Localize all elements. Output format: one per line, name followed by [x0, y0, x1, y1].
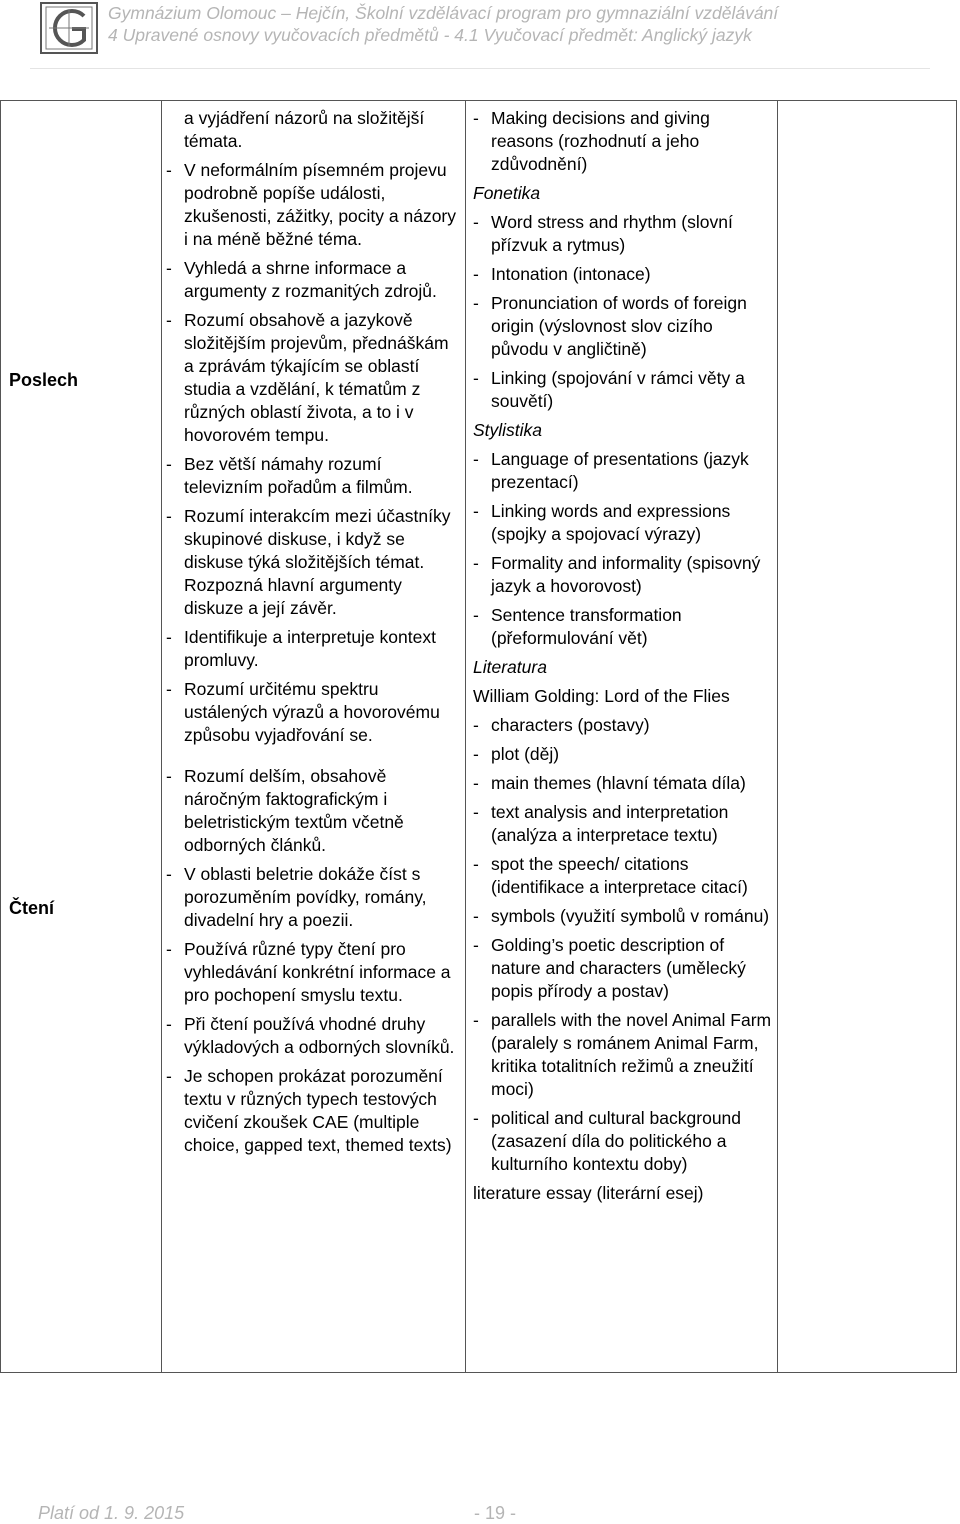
continued-text: a vyjádření názorů na složitější témata. [184, 108, 425, 151]
list-item: - V oblasti beletrie dokáže číst s porozuměním povídky, romány, divadelní hry a poezii. [166, 863, 460, 932]
list-item: - Rozumí interakcím mezi účastníky skupinové diskuse, i když se diskuse týká složitějších témat. Rozpozná hlavní argumenty diskuze a její závěr. [166, 505, 460, 620]
list-item: - Linking words and expressions (spojky a spojovací výrazy) [473, 500, 773, 546]
header-subtitle: 4 Upravené osnovy vyučovacích předmětů - 4.1 Vyučovací předmět: Anglický jazyk [108, 25, 752, 45]
list-item: - spot the speech/ citations (identifikace a interpretace citací) [473, 853, 773, 899]
column-divider [465, 100, 466, 1373]
list-item: - Formality and informality (spisovný jazyk a hovorovost) [473, 552, 773, 598]
book-title: William Golding: Lord of the Flies [473, 686, 730, 706]
list-item: - Identifikuje a interpretuje kontext promluvy. [166, 626, 460, 672]
valid-from: Platí od 1. 9. 2015 [38, 1503, 185, 1523]
list-item: - text analysis and interpretation (analýza a interpretace textu) [473, 801, 773, 847]
list-item: - characters (postavy) [473, 714, 773, 737]
list-item: - parallels with the novel Animal Farm (paralely s románem Animal Farm, kritika totalitních režimů a zneužití moci) [473, 1009, 773, 1101]
list-item: - symbols (využití symbolů v románu) [473, 905, 773, 928]
list-item: - Pronunciation of words of foreign origin (výslovnost slov cizího původu v angličtině) [473, 292, 773, 361]
section-heading-fonetika: Fonetika [473, 183, 541, 203]
list-item: - main themes (hlavní témata díla) [473, 772, 773, 795]
list-item: - plot (děj) [473, 743, 773, 766]
topics-column [473, 107, 773, 1211]
closing-text: literature essay (literární esej) [473, 1183, 704, 1203]
section-heading-stylistika: Stylistika [473, 420, 543, 440]
row-label-poslech: Poslech [9, 370, 79, 390]
school-logo-icon [40, 2, 98, 54]
list-item: - V neformálním písemném projevu podrobně popíše události, zkušenosti, zážitky, pocity a názory i na méně běžné téma. [166, 159, 460, 251]
header-divider [30, 68, 930, 69]
list-item: - Vyhledá a shrne informace a argumenty z rozmanitých zdrojů. [166, 257, 460, 303]
list-item: - Language of presentations (jazyk prezentací) [473, 448, 773, 494]
list-item: - Sentence transformation (přeformulování vět) [473, 604, 773, 650]
outcomes-column [166, 107, 460, 1163]
list-item: - Je schopen prokázat porozumění textu v různých typech testových cvičení zkoušek CAE (multiple choice, gapped text, themed texts) [166, 1065, 460, 1157]
list-item: - Intonation (intonace) [473, 263, 773, 286]
list-item: - Linking (spojování v rámci věty a souvětí) [473, 367, 773, 413]
list-item: - Při čtení používá vhodné druhy výkladových a odborných slovníků. [166, 1013, 460, 1059]
list-item: - Making decisions and giving reasons (rozhodnutí a jeho zdůvodnění) [473, 107, 773, 176]
header-title: Gymnázium Olomouc – Hejčín, Školní vzdělávací program pro gymnaziální vzdělávání [108, 3, 779, 23]
row-label-cteni: Čtení [9, 898, 54, 918]
list-item: - Word stress and rhythm (slovní přízvuk a rytmus) [473, 211, 773, 257]
list-item: - Bez větší námahy rozumí televizním pořadům a filmům. [166, 453, 460, 499]
column-divider [161, 100, 162, 1373]
list-item: - political and cultural background (zasazení díla do politického a kulturního kontextu doby) [473, 1107, 773, 1176]
list-item: - Používá různé typy čtení pro vyhledávání konkrétní informace a pro pochopení smyslu textu. [166, 938, 460, 1007]
list-item: - Rozumí delším, obsahově náročným faktografickým i beletristickým textům včetně odborných článků. [166, 765, 460, 857]
list-item: - Golding’s poetic description of nature and characters (umělecký popis přírody a postav) [473, 934, 773, 1003]
section-heading-literatura: Literatura [473, 657, 547, 677]
page-number: - 19 - [474, 1503, 517, 1523]
list-item: - Rozumí určitému spektru ustálených výrazů a hovorovému způsobu vyjadřování se. [166, 678, 460, 747]
list-item: - Rozumí obsahově a jazykově složitějším projevům, přednáškám a zprávám týkajícím se oblastí studia a vzdělání, k tématům z různých oblastí života, a to i v hovorovém tempu. [166, 309, 460, 447]
column-divider [777, 100, 778, 1373]
